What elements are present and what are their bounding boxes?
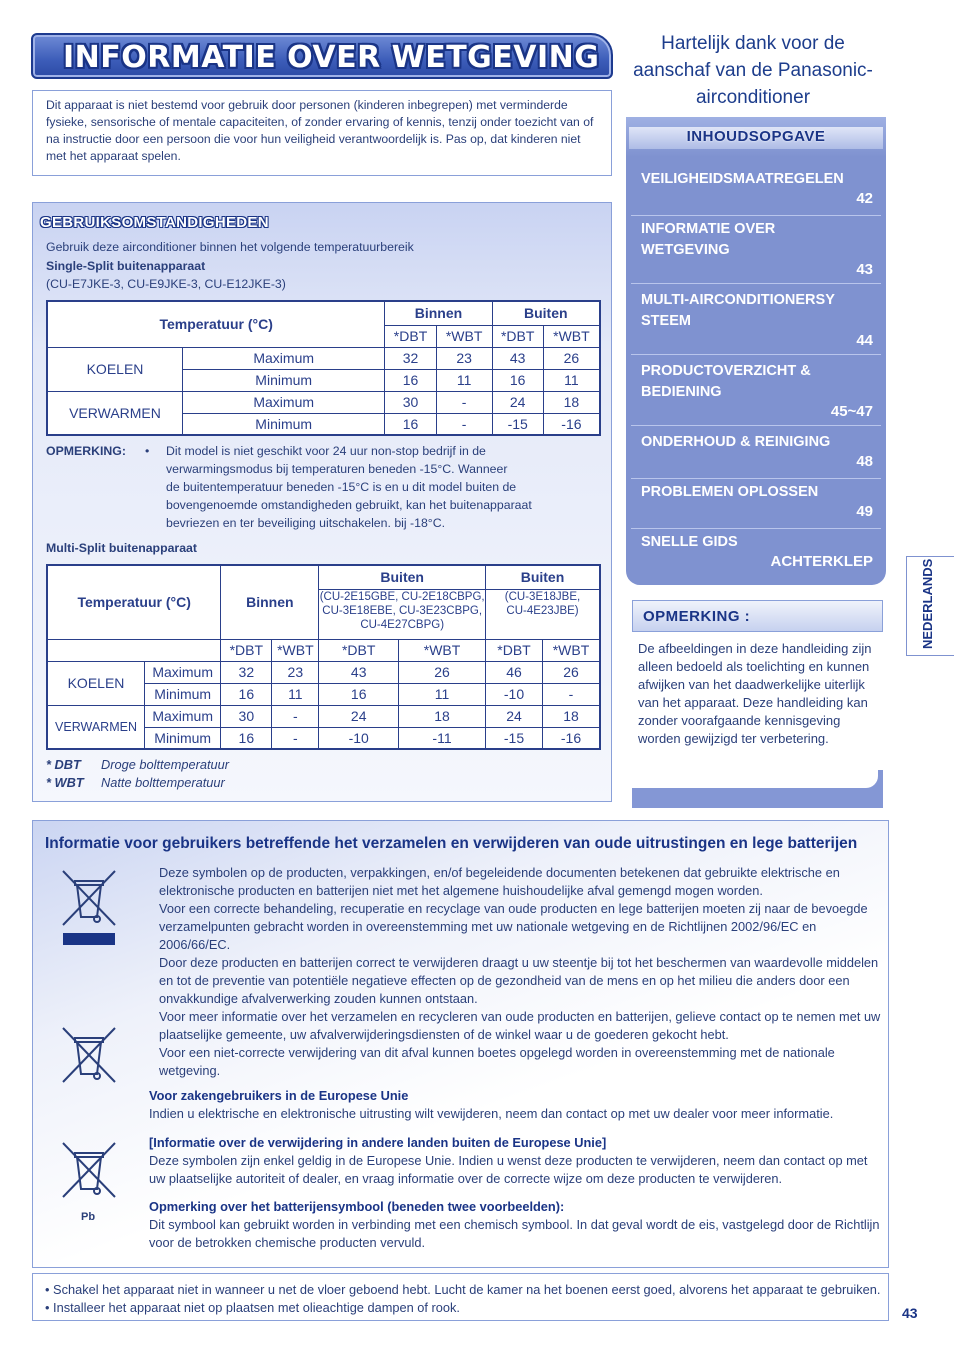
table-cell: 11 xyxy=(543,369,600,391)
table-cell: 18 xyxy=(543,391,600,413)
toc-header-bar xyxy=(626,117,886,157)
t2-min: Minimum xyxy=(145,727,221,749)
table-cell: 16 xyxy=(385,369,436,391)
note-footer-bar xyxy=(632,770,883,808)
other-countries-section xyxy=(149,1134,887,1188)
table-cell: 26 xyxy=(543,347,600,369)
table-cell: - xyxy=(436,413,492,435)
t2-buiten2-header: Buiten xyxy=(486,565,601,589)
t1-verwarmen: VERWARMEN xyxy=(47,391,183,435)
table-cell: 24 xyxy=(319,705,399,727)
t1-dbt: *DBT xyxy=(492,325,543,347)
t1-wbt: *WBT xyxy=(543,325,600,347)
wbt-definition: Natte bolttemperatuur xyxy=(101,775,225,790)
table-cell: 16 xyxy=(221,683,272,705)
other-countries-title: [Informatie over de verwijdering in andere landen buiten de Europese Unie] xyxy=(149,1135,607,1150)
toc-item-productoverzicht[interactable] xyxy=(631,361,881,426)
bottom-note: • Installeer het apparaat niet op plaatsen met olieachtige dampen of rook. xyxy=(45,1300,460,1315)
battery-symbol-text: Dit symbool kan gebruikt worden in verbinding met een chemisch symbool. In dat geval wordt de eis, vastgelegd door de Richtlijn voor de betrokken chemische producten vervuld. xyxy=(149,1217,880,1250)
table-cell: 23 xyxy=(436,347,492,369)
table-cell: -10 xyxy=(486,683,543,705)
empty-cell xyxy=(47,639,221,661)
note-box xyxy=(632,600,883,808)
t1-min: Minimum xyxy=(183,413,385,435)
toc-item-page: 49 xyxy=(856,503,873,520)
note-body: De afbeeldingen in deze handleiding zijn alleen bedoeld als toelichting en kunnen afwijken van het daadwerkelijke uiterlijk van het apparaat. Deze handleiding kan zonder voorafgaande kennisgeving worden gewijzigd ter verbetering. xyxy=(638,641,872,746)
t2-temp-header: Temperatuur (°C) xyxy=(47,565,221,639)
pb-chemical-symbol: Pb xyxy=(81,1211,96,1223)
toc-item-page: 42 xyxy=(856,190,873,207)
remark-line: Dit model is niet geschikt voor 24 uur non-stop bedrijf in de xyxy=(166,444,486,458)
table-cell: - xyxy=(272,705,319,727)
toc-item-label: INFORMATIE OVER WETGEVING xyxy=(641,221,776,258)
table-cell: 30 xyxy=(385,391,436,413)
page-number: 43 xyxy=(902,1305,918,1321)
toc-item-label: MULTI-AIRCONDITIONERSYSTEEM xyxy=(641,292,835,329)
toc-item-page: 43 xyxy=(856,261,873,278)
table-cell: 26 xyxy=(399,661,486,683)
table-cell: 30 xyxy=(221,705,272,727)
table-cell: 46 xyxy=(486,661,543,683)
disposal-body xyxy=(159,864,885,1080)
table-cell: 16 xyxy=(385,413,436,435)
business-users-title: Voor zakengebruikers in de Europese Unie xyxy=(149,1088,409,1103)
table-cell: 11 xyxy=(399,683,486,705)
t2-max: Maximum xyxy=(145,661,221,683)
table-cell: 32 xyxy=(385,347,436,369)
page-title-banner xyxy=(31,33,613,79)
thanks-text xyxy=(622,30,884,111)
disposal-para: Deze symbolen op de producten, verpakkingen, en/of begeleidende documenten betekenen dat gebruikte elektrische en elektronische producten en batterijen niet met het algemene huishoudelijke afval gemengd mogen worden. xyxy=(159,865,840,898)
thanks-line-1: Hartelijk dank voor de xyxy=(661,33,845,54)
remark-line: bovengenoemde omstandigheden gebruikt, kan het buitenapparaat xyxy=(166,498,532,512)
remark-line: verwarmingsmodus bij temperaturen beneden -15°C. Wanneer xyxy=(166,462,508,476)
disposal-para: Voor meer informatie over het verzamelen en recycleren van oude producten en batterijen, gelieve contact op te nemen met uw plaatselijke gemeente, uw afvalverwijderingsdiensten of de winkel waar u de goederen gekocht hebt. xyxy=(159,1009,881,1042)
table-cell: - xyxy=(436,391,492,413)
table-cell: 24 xyxy=(492,391,543,413)
remark-bullet: • xyxy=(145,444,150,458)
other-countries-text: Deze symbolen zijn enkel geldig in de Europese Unie. Indien u wenst deze producten te verwijderen, neem dan contact op met uw plaatselijke autoriteit of dealer, en vraag informatie over de correcte wijze om deze producten te verwijderen. xyxy=(149,1153,868,1186)
t1-wbt: *WBT xyxy=(436,325,492,347)
table-cell: -16 xyxy=(543,413,600,435)
model-line: (CU-3E18JBE, xyxy=(504,590,581,603)
table-cell: -10 xyxy=(319,727,399,749)
toc-item-label: PRODUCTOVERZICHT & BEDIENING xyxy=(641,363,811,400)
t2-buiten1-models xyxy=(319,589,486,639)
t2-wbt: *WBT xyxy=(399,639,486,661)
toc-item-page: 45~47 xyxy=(830,403,873,420)
thanks-line-2: aanschaf van de Panasonic- xyxy=(633,60,873,81)
wbt-key: * WBT xyxy=(46,775,84,790)
table-cell: -11 xyxy=(399,727,486,749)
multi-split-table xyxy=(46,564,601,750)
t2-wbt: *WBT xyxy=(543,639,601,661)
single-split-title: Single-Split buitenapparaat xyxy=(46,259,206,273)
table-cell: -15 xyxy=(486,727,543,749)
table-cell: -16 xyxy=(543,727,601,749)
toc-item-wetgeving[interactable] xyxy=(631,219,881,284)
model-line: CU-4E27CBPG) xyxy=(360,618,445,631)
multi-split-title: Multi-Split buitenapparaat xyxy=(46,541,197,555)
toc-item-multi[interactable] xyxy=(631,290,881,355)
toc-item-label: VEILIGHEIDSMAATREGELEN xyxy=(641,171,844,187)
toc-item-label: ONDERHOUD & REINIGING xyxy=(641,434,831,450)
disposal-heading: Informatie voor gebruikers betreffende het verzamelen en verwijderen van oude uitrustingen en lege batterijen xyxy=(45,835,858,852)
table-cell: 23 xyxy=(272,661,319,683)
weee-bin-bar-icon xyxy=(57,867,121,947)
business-users-text: Indien u elektrische en elektronische uitrusting wilt vewijderen, neem dan contact op met uw dealer voor meer informatie. xyxy=(149,1106,834,1121)
disposal-para: Door deze producten en batterijen correct te verwijderen draagt u uw steentje bij tot het beschermen van waardevolle middelen en tot de preventie van potentiële negatieve effecten op de gezondheid van de mens en op het milieu die anders door een onvakkundige afvalverwerking zouden kunnen ontstaan. xyxy=(159,955,879,1006)
t1-buiten-header: Buiten xyxy=(492,301,600,325)
t1-max: Maximum xyxy=(183,347,385,369)
note-footer-curve xyxy=(632,770,878,788)
usage-intro: Gebruik deze airconditioner binnen het volgende temperatuurbereik xyxy=(46,240,414,254)
t1-temp-header: Temperatuur (°C) xyxy=(47,301,385,347)
toc-item-page: 48 xyxy=(856,453,873,470)
t2-binnen-header: Binnen xyxy=(221,565,319,639)
model-line: CU-4E23JBE) xyxy=(506,604,579,617)
bottom-notes-box xyxy=(32,1273,889,1321)
t2-min: Minimum xyxy=(145,683,221,705)
t1-koelen: KOELEN xyxy=(47,347,183,391)
toc-header: INHOUDSOPGAVE xyxy=(686,128,826,145)
usage-conditions-panel xyxy=(32,202,612,802)
remark-text xyxy=(166,442,606,532)
dbt-definition: Droge bolttemperatuur xyxy=(101,757,230,772)
t1-dbt: *DBT xyxy=(385,325,436,347)
table-cell: 18 xyxy=(543,705,601,727)
table-cell: - xyxy=(543,683,601,705)
page-title: INFORMATIE OVER WETGEVING xyxy=(63,40,600,75)
table-cell: 16 xyxy=(492,369,543,391)
table-cell: 32 xyxy=(221,661,272,683)
table-cell: 11 xyxy=(436,369,492,391)
t1-max: Maximum xyxy=(183,391,385,413)
toc-item-onderhoud[interactable] xyxy=(631,432,881,479)
toc-item-page: 44 xyxy=(856,332,873,349)
remark-line: bevriezen en ter beveiliging uitschakelen. bij -18°C. xyxy=(166,516,446,530)
remark-label: OPMERKING: xyxy=(46,444,126,458)
dbt-key: * DBT xyxy=(46,757,81,772)
toc-item-page: ACHTERKLEP xyxy=(770,553,873,570)
t2-dbt: *DBT xyxy=(319,639,399,661)
remark-line: de buitentemperatuur beneden -15°C is en u dit model buiten de xyxy=(166,480,517,494)
battery-symbol-title: Opmerking over het batterijensymbool (beneden twee voorbeelden): xyxy=(149,1199,565,1214)
t2-buiten1-header: Buiten xyxy=(319,565,486,589)
business-users-section xyxy=(149,1087,887,1123)
table-cell: - xyxy=(272,727,319,749)
thanks-line-3: airconditioner xyxy=(695,87,811,108)
t2-koelen: KOELEN xyxy=(47,661,145,705)
single-split-models: (CU-E7JKE-3, CU-E9JKE-3, CU-E12JKE-3) xyxy=(46,277,286,291)
table-of-contents xyxy=(626,117,886,585)
safety-intro-text: Dit apparaat is niet bestemd voor gebruik door personen (kinderen inbegrepen) met verminderde fysieke, sensorische of mentale capaciteiten, of zonder ervaring of kennis, tenzij onder toezicht van of na instructie door een persoon die voor hun veiligheid verantwoordelijk is. Pas op, dat kinderen niet met het apparaat spelen. xyxy=(46,98,594,163)
model-line: CU-3E18EBE, CU-3E23CBPG, xyxy=(322,604,483,617)
t1-min: Minimum xyxy=(183,369,385,391)
toc-item-label: SNELLE GIDS xyxy=(641,534,738,550)
bottom-note: • Schakel het apparaat niet in wanneer u net de vloer geboend hebt. Lucht de kamer na het boenen eerst goed, alvorens het apparaat te gebruiken. xyxy=(45,1282,881,1297)
note-header-bar xyxy=(632,600,883,632)
disposal-para: Voor een niet-correcte verwijdering van dit afval kunnen boetes opgelegd worden in overeenstemming met de nationale wetgeving. xyxy=(159,1045,835,1078)
t2-buiten2-models xyxy=(486,589,601,639)
toc-item-label: PROBLEMEN OPLOSSEN xyxy=(641,484,819,500)
note-header: OPMERKING : xyxy=(643,608,751,625)
table-cell: 16 xyxy=(319,683,399,705)
t2-dbt: *DBT xyxy=(486,639,543,661)
table-cell: 24 xyxy=(486,705,543,727)
table-cell: 16 xyxy=(221,727,272,749)
table-cell: 18 xyxy=(399,705,486,727)
t2-max: Maximum xyxy=(145,705,221,727)
usage-header: GEBRUIKSOMSTANDIGHEDEN xyxy=(40,214,269,231)
battery-symbol-section xyxy=(149,1198,887,1252)
weee-bin-icon xyxy=(57,1024,121,1088)
t2-wbt: *WBT xyxy=(272,639,319,661)
battery-bin-icon xyxy=(57,1139,121,1203)
t2-dbt: *DBT xyxy=(221,639,272,661)
t1-binnen-header: Binnen xyxy=(385,301,492,325)
table-cell: 11 xyxy=(272,683,319,705)
table-cell: -15 xyxy=(492,413,543,435)
disposal-para: Voor een correcte behandeling, recuperatie en recyclage van oude producten en lege batterijen moeten zij naar de bevoegde verzamelpunten gebracht worden in overeenstemming met uw nationale wetgeving en de Richtlijnen 2002/96/EC en 2006/66/EC. xyxy=(159,901,868,952)
model-line: (CU-2E15GBE, CU-2E18CBPG, xyxy=(319,590,485,603)
table-cell: 43 xyxy=(492,347,543,369)
table-cell: 43 xyxy=(319,661,399,683)
t2-verwarmen: VERWARMEN xyxy=(47,705,145,749)
toc-item-problemen[interactable] xyxy=(631,482,881,529)
single-split-table xyxy=(46,300,601,436)
safety-intro-box xyxy=(32,90,612,176)
language-side-tab xyxy=(906,556,954,656)
language-label: NEDERLANDS xyxy=(920,558,935,649)
toc-item-veiligheid[interactable] xyxy=(631,169,881,216)
toc-item-snelle-gids[interactable] xyxy=(631,532,881,578)
table-cell: 26 xyxy=(543,661,601,683)
disposal-info-panel xyxy=(32,820,889,1268)
